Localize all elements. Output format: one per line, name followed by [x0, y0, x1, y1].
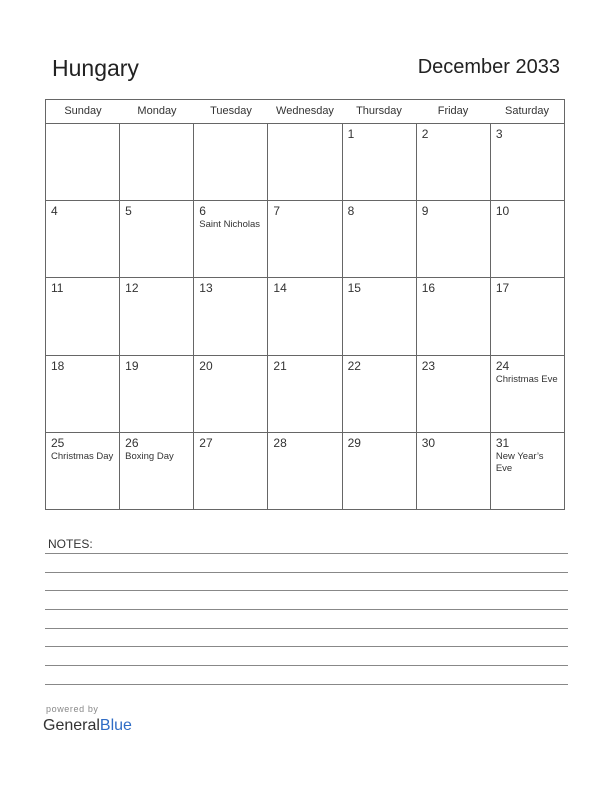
brand-general: General	[43, 717, 100, 734]
day-cell	[194, 433, 268, 509]
day-cell	[268, 278, 342, 354]
day-number: 23	[421, 358, 436, 373]
week-row	[46, 201, 564, 278]
day-cell	[343, 356, 417, 432]
day-cell	[417, 433, 491, 509]
weekday-wednesday: Wednesday	[276, 105, 334, 117]
holiday-label: Boxing Day	[125, 450, 174, 462]
day-cell	[343, 124, 417, 200]
notes-label: NOTES:	[48, 537, 93, 551]
day-number: 17	[495, 281, 510, 296]
day-number: 19	[125, 358, 139, 373]
day-number: 24	[495, 358, 510, 373]
day-cell	[46, 433, 120, 509]
note-line	[45, 609, 568, 610]
calendar-weeks	[46, 124, 564, 509]
day-cell	[343, 278, 417, 354]
day-cell	[491, 201, 564, 277]
day-number: 29	[347, 435, 361, 450]
week-row	[46, 278, 564, 355]
day-number: 14	[273, 281, 287, 296]
day-number: 11	[51, 281, 64, 296]
day-cell	[491, 124, 564, 200]
note-line	[45, 628, 568, 629]
note-line	[45, 665, 568, 666]
day-number: 18	[51, 358, 65, 373]
day-number: 31	[495, 435, 510, 450]
day-number: 7	[273, 204, 281, 219]
brand-blue: Blue	[99, 717, 132, 734]
calendar-grid	[45, 99, 565, 510]
generalblue-logo[interactable]	[43, 717, 132, 735]
day-number: 22	[347, 358, 361, 373]
day-number: 10	[495, 204, 510, 219]
day-number: 21	[273, 358, 287, 373]
day-number: 5	[125, 204, 132, 219]
note-line	[45, 553, 568, 554]
day-cell	[120, 356, 194, 432]
day-number: 4	[51, 204, 58, 219]
note-line	[45, 684, 568, 685]
day-cell	[268, 201, 342, 277]
day-cell	[268, 356, 342, 432]
day-cell	[120, 278, 194, 354]
day-cell	[268, 124, 342, 200]
day-number: 30	[421, 435, 436, 450]
day-number: 2	[421, 127, 429, 141]
day-number: 16	[421, 281, 436, 296]
week-row	[46, 356, 564, 433]
day-cell	[194, 278, 268, 354]
day-number: 9	[421, 204, 429, 219]
day-number: 12	[125, 281, 139, 296]
day-number: 26	[125, 435, 139, 450]
holiday-label: Saint Nicholas	[199, 219, 261, 231]
weekday-saturday: Saturday	[504, 105, 550, 117]
day-number: 1	[347, 127, 355, 141]
week-row	[46, 433, 564, 509]
day-cell	[417, 356, 491, 432]
weekday-tuesday: Tuesday	[210, 105, 252, 117]
day-cell	[194, 124, 268, 200]
day-number: 13	[199, 281, 213, 296]
day-number: 15	[347, 281, 361, 296]
powered-by-text: powered by	[46, 704, 99, 714]
day-cell	[491, 433, 564, 509]
day-cell	[46, 201, 120, 277]
weekday-sunday: Sunday	[64, 105, 102, 117]
day-cell	[343, 201, 417, 277]
note-line	[45, 590, 568, 591]
day-cell	[46, 124, 120, 200]
day-cell	[491, 356, 564, 432]
note-line	[45, 572, 568, 573]
day-number: 6	[199, 204, 206, 219]
day-cell	[491, 278, 564, 354]
day-cell	[268, 433, 342, 509]
day-number: 25	[51, 435, 65, 450]
calendar-month-title: December 2033	[417, 56, 560, 78]
day-cell	[417, 201, 491, 277]
day-cell	[417, 124, 491, 200]
weekday-header-row	[46, 100, 564, 124]
day-number: 28	[273, 435, 287, 450]
day-cell	[194, 356, 268, 432]
holiday-label: Christmas Day	[51, 450, 114, 462]
day-cell	[46, 356, 120, 432]
day-cell	[120, 433, 194, 509]
week-row	[46, 124, 564, 201]
holiday-label: New Year’s Eve	[495, 450, 544, 474]
day-number: 3	[495, 127, 503, 141]
note-line	[45, 646, 568, 647]
day-number: 27	[199, 435, 213, 450]
weekday-friday: Friday	[437, 105, 469, 117]
calendar-country-title: Hungary	[52, 55, 139, 81]
weekday-thursday: Thursday	[356, 105, 402, 117]
holiday-label: Christmas Eve	[495, 373, 558, 385]
day-cell	[120, 201, 194, 277]
weekday-monday: Monday	[137, 105, 177, 117]
day-number: 8	[347, 204, 355, 219]
day-cell	[194, 201, 268, 277]
day-cell	[120, 124, 194, 200]
day-cell	[343, 433, 417, 509]
day-cell	[417, 278, 491, 354]
day-cell	[46, 278, 120, 354]
day-number: 20	[199, 358, 213, 373]
